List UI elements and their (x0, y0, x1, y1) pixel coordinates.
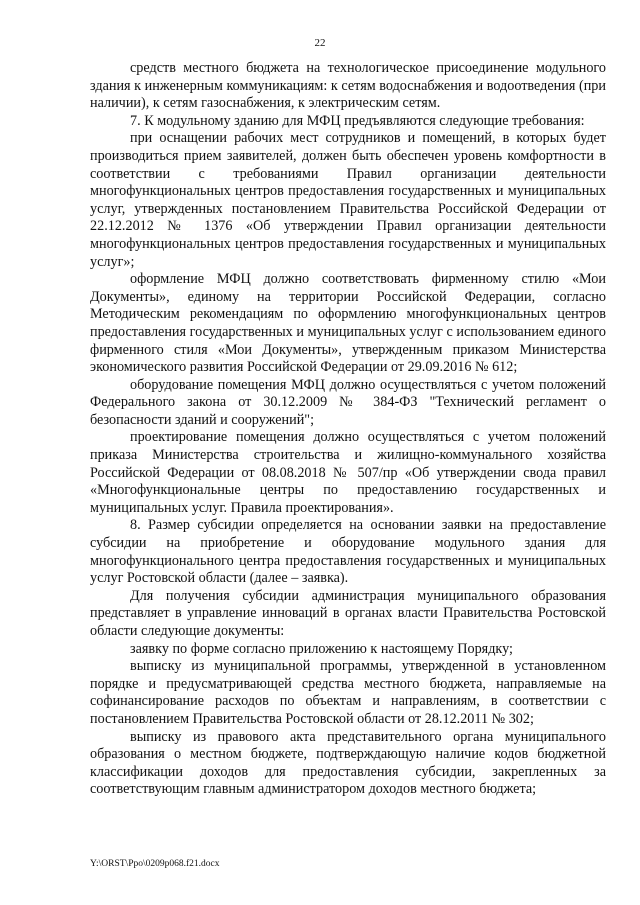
paragraph: при оснащении рабочих мест сотрудников и помещений, в которых будет производиться прием заявителей, должен быть обеспечен уровень комфортности в соответствии с требованиями Правил организации деятельности многофункциональных центров предоставления государственных и муниципальных услуг, утвержденных постановлением Правительства Российской Федерации от 22.12.2012 № 1376 «Об утверждении Правил организации деятельности многофункциональных центров предоставления государственных и муниципальных услуг»; (90, 130, 606, 270)
paragraph: оборудование помещения МФЦ должно осуществляться с учетом положений Федерального закона от 30.12.2009 № 384-ФЗ "Технический регламент о безопасности зданий и сооружений"; (90, 376, 606, 428)
paragraph: оформление МФЦ должно соответствовать фирменному стилю «Мои Документы», единому на территории Российской Федерации, согласно Методическим рекомендациям по оформлению многофункциональных центров предоставления государственных и муниципальных услуг с использованием единого фирменного стиля «Мои Документы», утвержденным приказом Министерства экономического развития Российской Федерации от 29.09.2016 № 612; (90, 271, 606, 376)
page-number: 22 (314, 37, 326, 49)
paragraph: средств местного бюджета на технологическое присоединение модульного здания к инженерным коммуникациям: к сетям водоснабжения и водоотведения (при наличии), к сетям газоснабжения, к электрическим сетям. (90, 60, 606, 112)
paragraph: 8. Размер субсидии определяется на основании заявки на предоставление субсидии на приобретение и оборудование модульного здания для многофункционального центра предоставления государственных и муниципальных услуг Ростовской области (далее – заявка). (90, 517, 606, 587)
paragraph: выписку из правового акта представительного органа муниципального образования о местном бюджете, подтверждающую наличие кодов бюджетной классификации доходов для предоставления субсидии, закрепленных за соответствующим главным администратором доходов местного бюджета; (90, 728, 606, 798)
footer-file-path: Y:\ORST\Ppo\0209p068.f21.docx (90, 859, 220, 869)
paragraph: выписку из муниципальной программы, утвержденной в установленном порядке и предусматривающей средства местного бюджета, направляемые на софинансирование расходов по объектам и направлениям, в соответствии с постановлением Правительства Ростовской области от 28.12.2011 № 302; (90, 658, 606, 727)
paragraph: 7. К модульному зданию для МФЦ предъявляются следующие требования: (130, 112, 585, 129)
paragraph: Для получения субсидии администрация муниципального образования представляет в управление инноваций в органах власти Правительства Ростовской области следующие документы: (90, 587, 606, 639)
paragraph: заявку по форме согласно приложению к настоящему Порядку; (130, 640, 513, 657)
paragraph: проектирование помещения должно осуществляться с учетом положений приказа Министерства строительства и жилищно-коммунального хозяйства Российской Федерации от 08.08.2018 № 507/пр «Об утверждении свода правил «Многофункциональные центры по предоставлению государственных и муниципальных услуг. Правила проектирования». (90, 429, 606, 516)
document-body (90, 60, 606, 799)
